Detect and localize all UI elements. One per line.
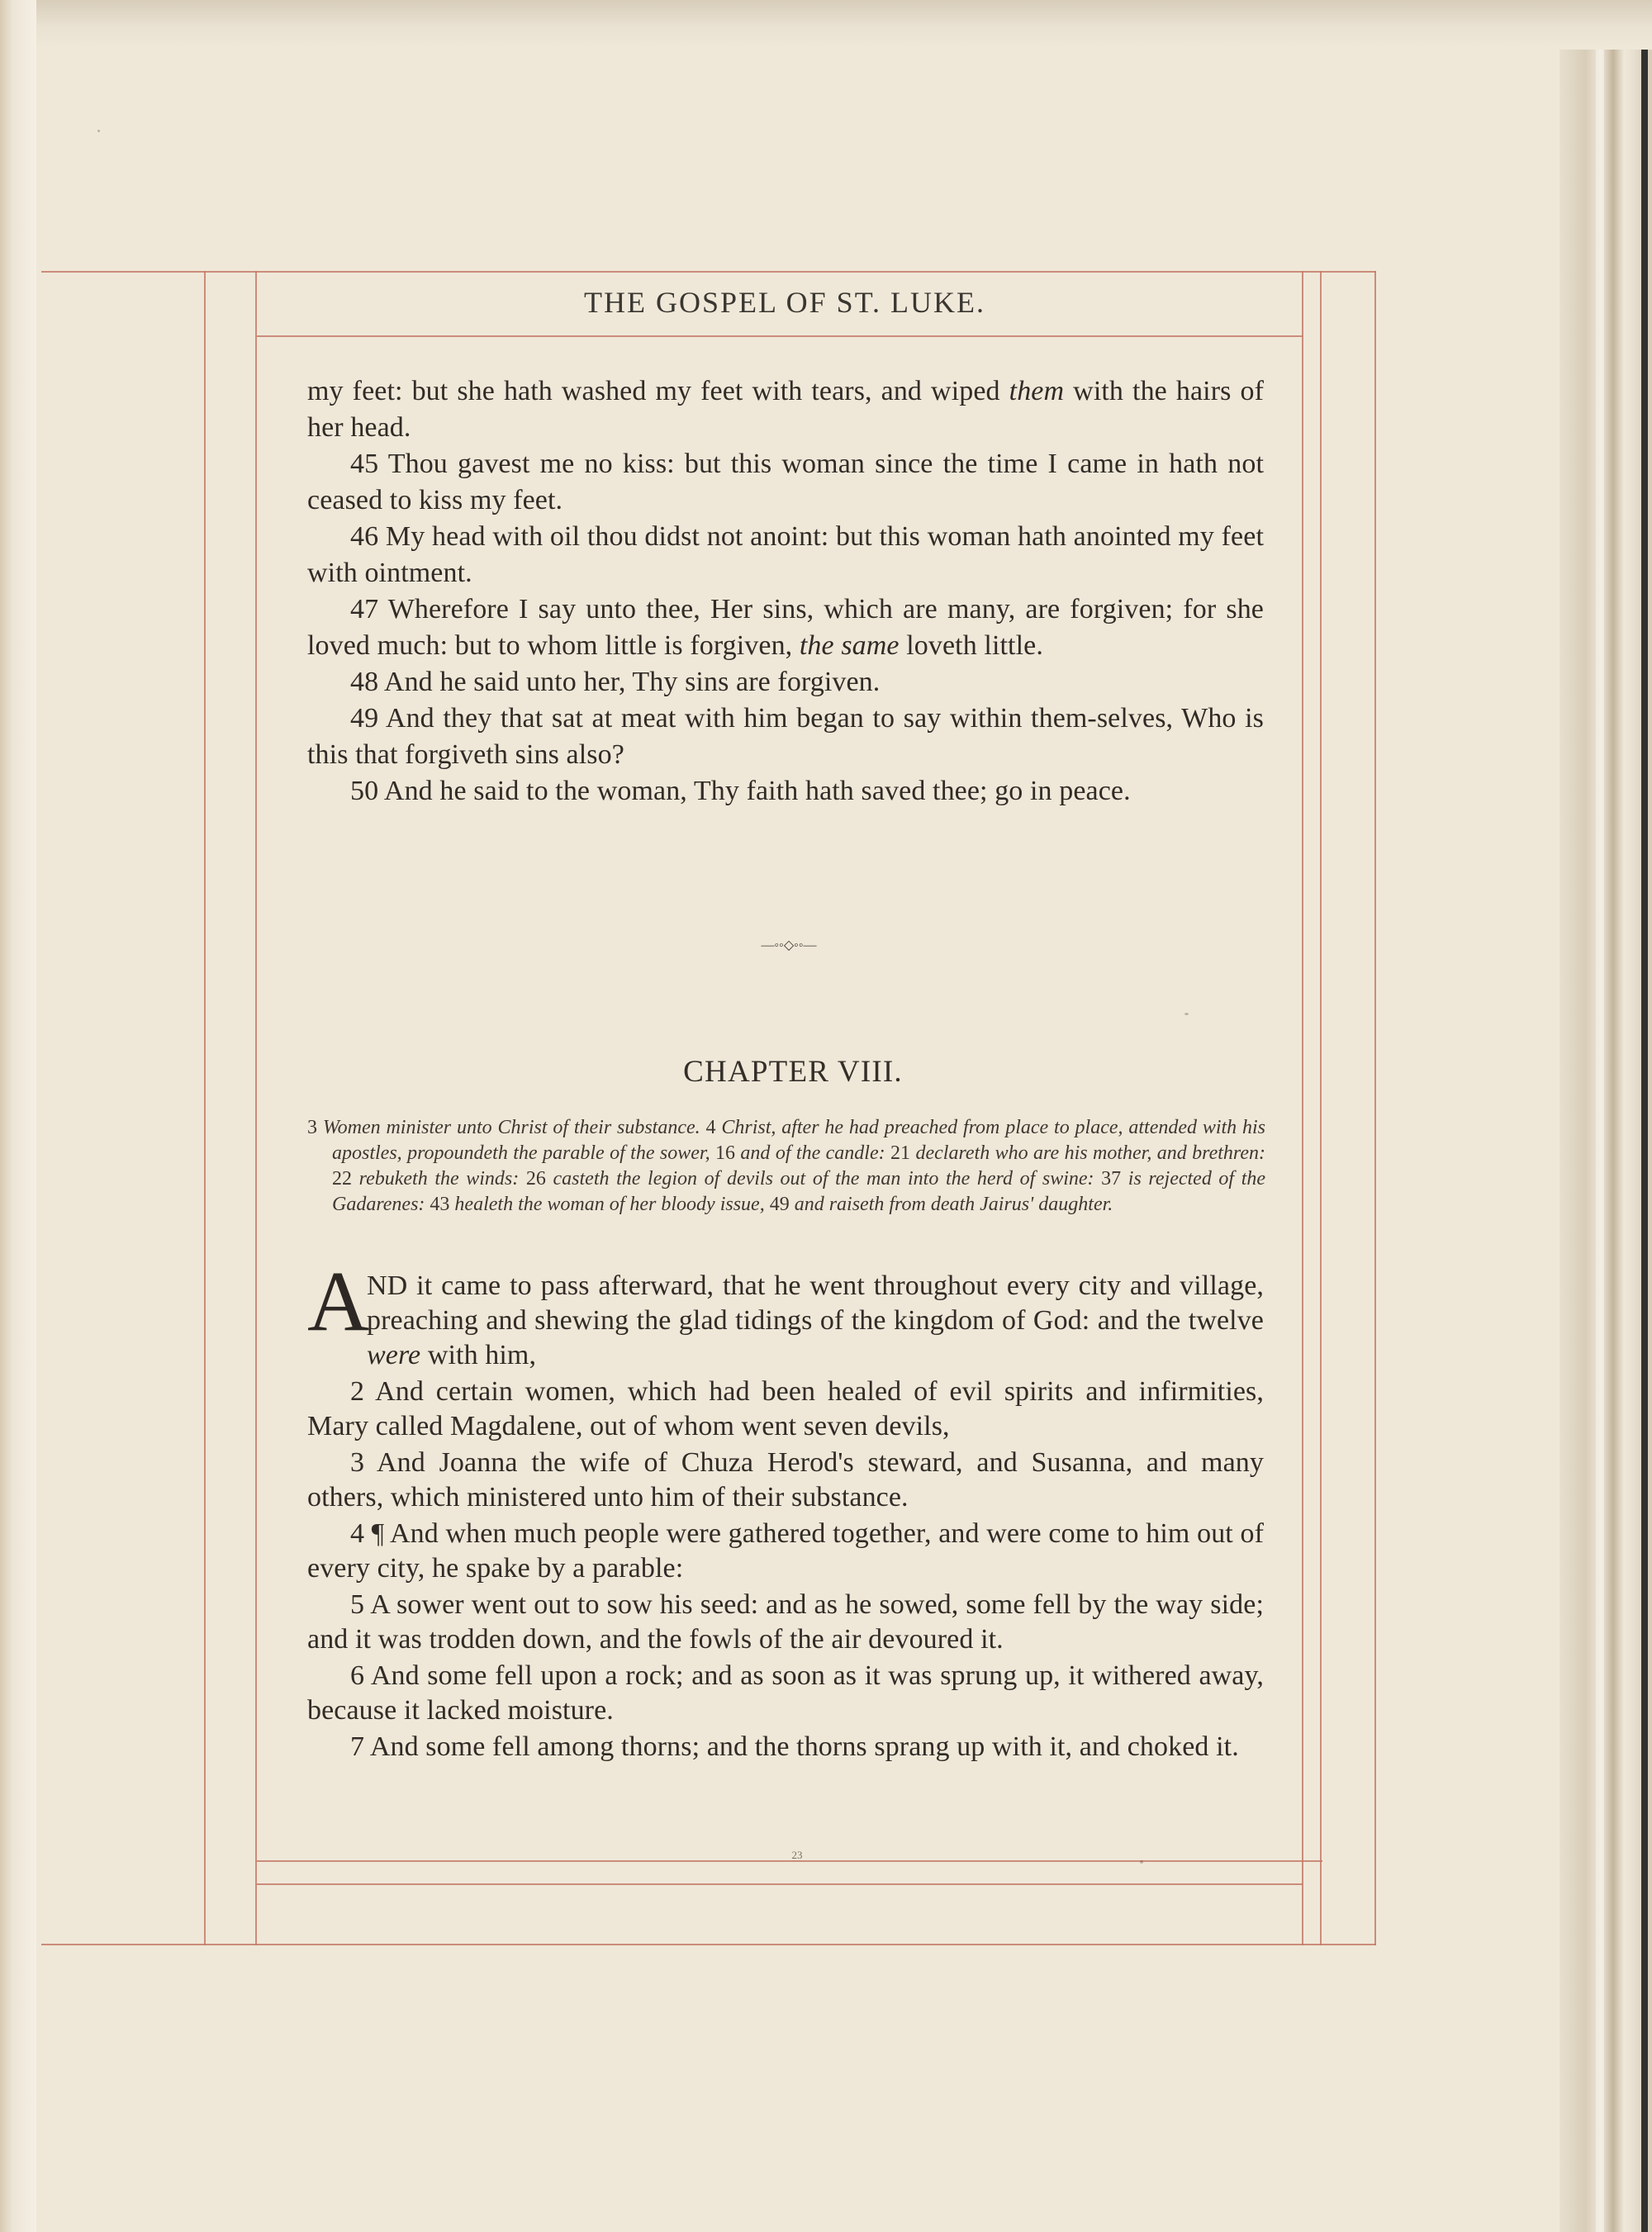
summary-number-3: 3 — [307, 1117, 317, 1138]
red-frame-right — [1374, 271, 1376, 1945]
verse-47 — [307, 591, 1264, 664]
verse-48: 48 And he said unto her, Thy sins are forgiven. — [350, 667, 881, 697]
summary-number-43: 43 — [430, 1194, 450, 1215]
verse-1 — [307, 1254, 1264, 1373]
verse-47-italic: the same — [799, 630, 900, 661]
continued-verse-44-text: my feet: but she hath washed my feet with tears, and wiped — [307, 376, 1009, 406]
red-frame-left-outer — [204, 271, 206, 1945]
header-rule — [257, 335, 1303, 337]
red-frame-right-inner — [1302, 271, 1303, 1945]
summary-text-3: Women minister unto Christ of their substance. — [322, 1117, 700, 1138]
verse-1-end: with him, — [420, 1340, 537, 1370]
verse-46: 46 My head with oil thou didst not anoint: but this woman hath anointed my feet with ointment. — [307, 521, 1264, 588]
verse-1-text: it came to pass afterward, that he went throughout every city and village, preaching and shewing the glad tidings of the kingdom of God: and the twelve — [367, 1270, 1264, 1336]
verse-1-italic: were — [367, 1340, 421, 1370]
summary-text-43: healeth the woman of her bloody issue, — [454, 1194, 765, 1215]
summary-text-49: and raiseth from death Jairus' daughter. — [794, 1194, 1113, 1215]
verse-45: 45 Thou gavest me no kiss: but this woman since the time I came in hath not ceased to kiss my feet. — [307, 449, 1264, 515]
summary-text-37: is rejected of the Gadarenes: — [332, 1168, 1266, 1215]
summary-number-26: 26 — [525, 1168, 546, 1190]
verse-49: 49 And they that sat at meat with him began to say within them-selves, Who is this that forgiveth sins also? — [307, 703, 1264, 770]
chapter-viii-text — [307, 1254, 1264, 1766]
red-frame-left-inner — [255, 271, 257, 1945]
verse-5: 5 A sower went out to sow his seed: and as he sowed, some fell by the way side; and it was trodden down, and the fowls of the air devoured it. — [307, 1589, 1264, 1655]
section-ornament: —◦◦◇◦◦— — [761, 938, 817, 952]
summary-number-16: 16 — [715, 1142, 735, 1164]
verse-47-text: 47 Wherefore I say unto thee, Her sins, which are many, are forgiven; for she loved much: but to whom little is forgiven, — [307, 594, 1264, 661]
continued-verse-44-after: with the hairs of her head. — [307, 376, 1264, 443]
summary-number-49: 49 — [769, 1194, 790, 1215]
prior-chapter-text — [307, 373, 1264, 810]
lower-footer-rule — [257, 1883, 1303, 1885]
summary-number-4: 4 — [705, 1117, 716, 1138]
verse-3: 3 And Joanna the wife of Chuza Herod's steward, and Susanna, and many others, which ministered unto him of their substance. — [307, 1447, 1264, 1513]
red-frame-top — [41, 271, 1376, 273]
verse-50: 50 And he said to the woman, Thy faith hath saved thee; go in peace. — [350, 776, 1131, 806]
chapter-summary — [307, 1115, 1265, 1218]
running-head: THE GOSPEL OF ST. LUKE. — [584, 286, 985, 319]
verse-6: 6 And some fell upon a rock; and as soon as it was sprung up, it withered away, because it lacked moisture. — [307, 1660, 1264, 1726]
red-frame-right-middle — [1320, 271, 1322, 1945]
summary-text-26: casteth the legion of devils out of the man into the herd of swine: — [553, 1168, 1094, 1190]
red-frame-bottom — [41, 1944, 1376, 1945]
paper-spot — [97, 130, 100, 132]
verse-7: 7 And some fell among thorns; and the thorns sprang up with it, and choked it. — [350, 1731, 1239, 1762]
chapter-summary-paragraph — [307, 1115, 1265, 1218]
paper-spot — [1140, 1860, 1143, 1864]
verse-2: 2 And certain women, which had been healed of evil spirits and infirmities, Mary called Magdalene, out of whom went seven devils, — [307, 1376, 1264, 1441]
paper-top-edge — [0, 0, 1652, 48]
continued-verse-44 — [307, 373, 1264, 446]
summary-text-16: and of the candle: — [740, 1142, 885, 1164]
summary-text-21: declareth who are his mother, and brethren: — [915, 1142, 1266, 1164]
verse-47-after: loveth little. — [899, 630, 1043, 661]
paper-spot — [1184, 1013, 1189, 1015]
left-page-edge — [0, 0, 36, 2232]
verse-4: 4 ¶ And when much people were gathered together, and were come to him out of every city, he spake by a parable: — [307, 1518, 1264, 1584]
continued-verse-44-italic: them — [1009, 376, 1065, 406]
summary-text-22: rebuketh the winds: — [358, 1168, 520, 1190]
summary-number-21: 21 — [890, 1142, 911, 1164]
chapter-title: CHAPTER VIII. — [683, 1055, 903, 1089]
summary-text-4: Christ, after he had preached from place to place, attended with his apostles, propoundeth the parable of the sower, — [332, 1117, 1266, 1164]
right-book-edge — [1559, 50, 1652, 2232]
verse-1-opening: ND — [367, 1270, 408, 1301]
drop-cap: A — [307, 1254, 370, 1349]
page-number: 23 — [791, 1849, 803, 1861]
summary-number-37: 37 — [1101, 1168, 1122, 1190]
summary-number-22: 22 — [332, 1168, 352, 1190]
